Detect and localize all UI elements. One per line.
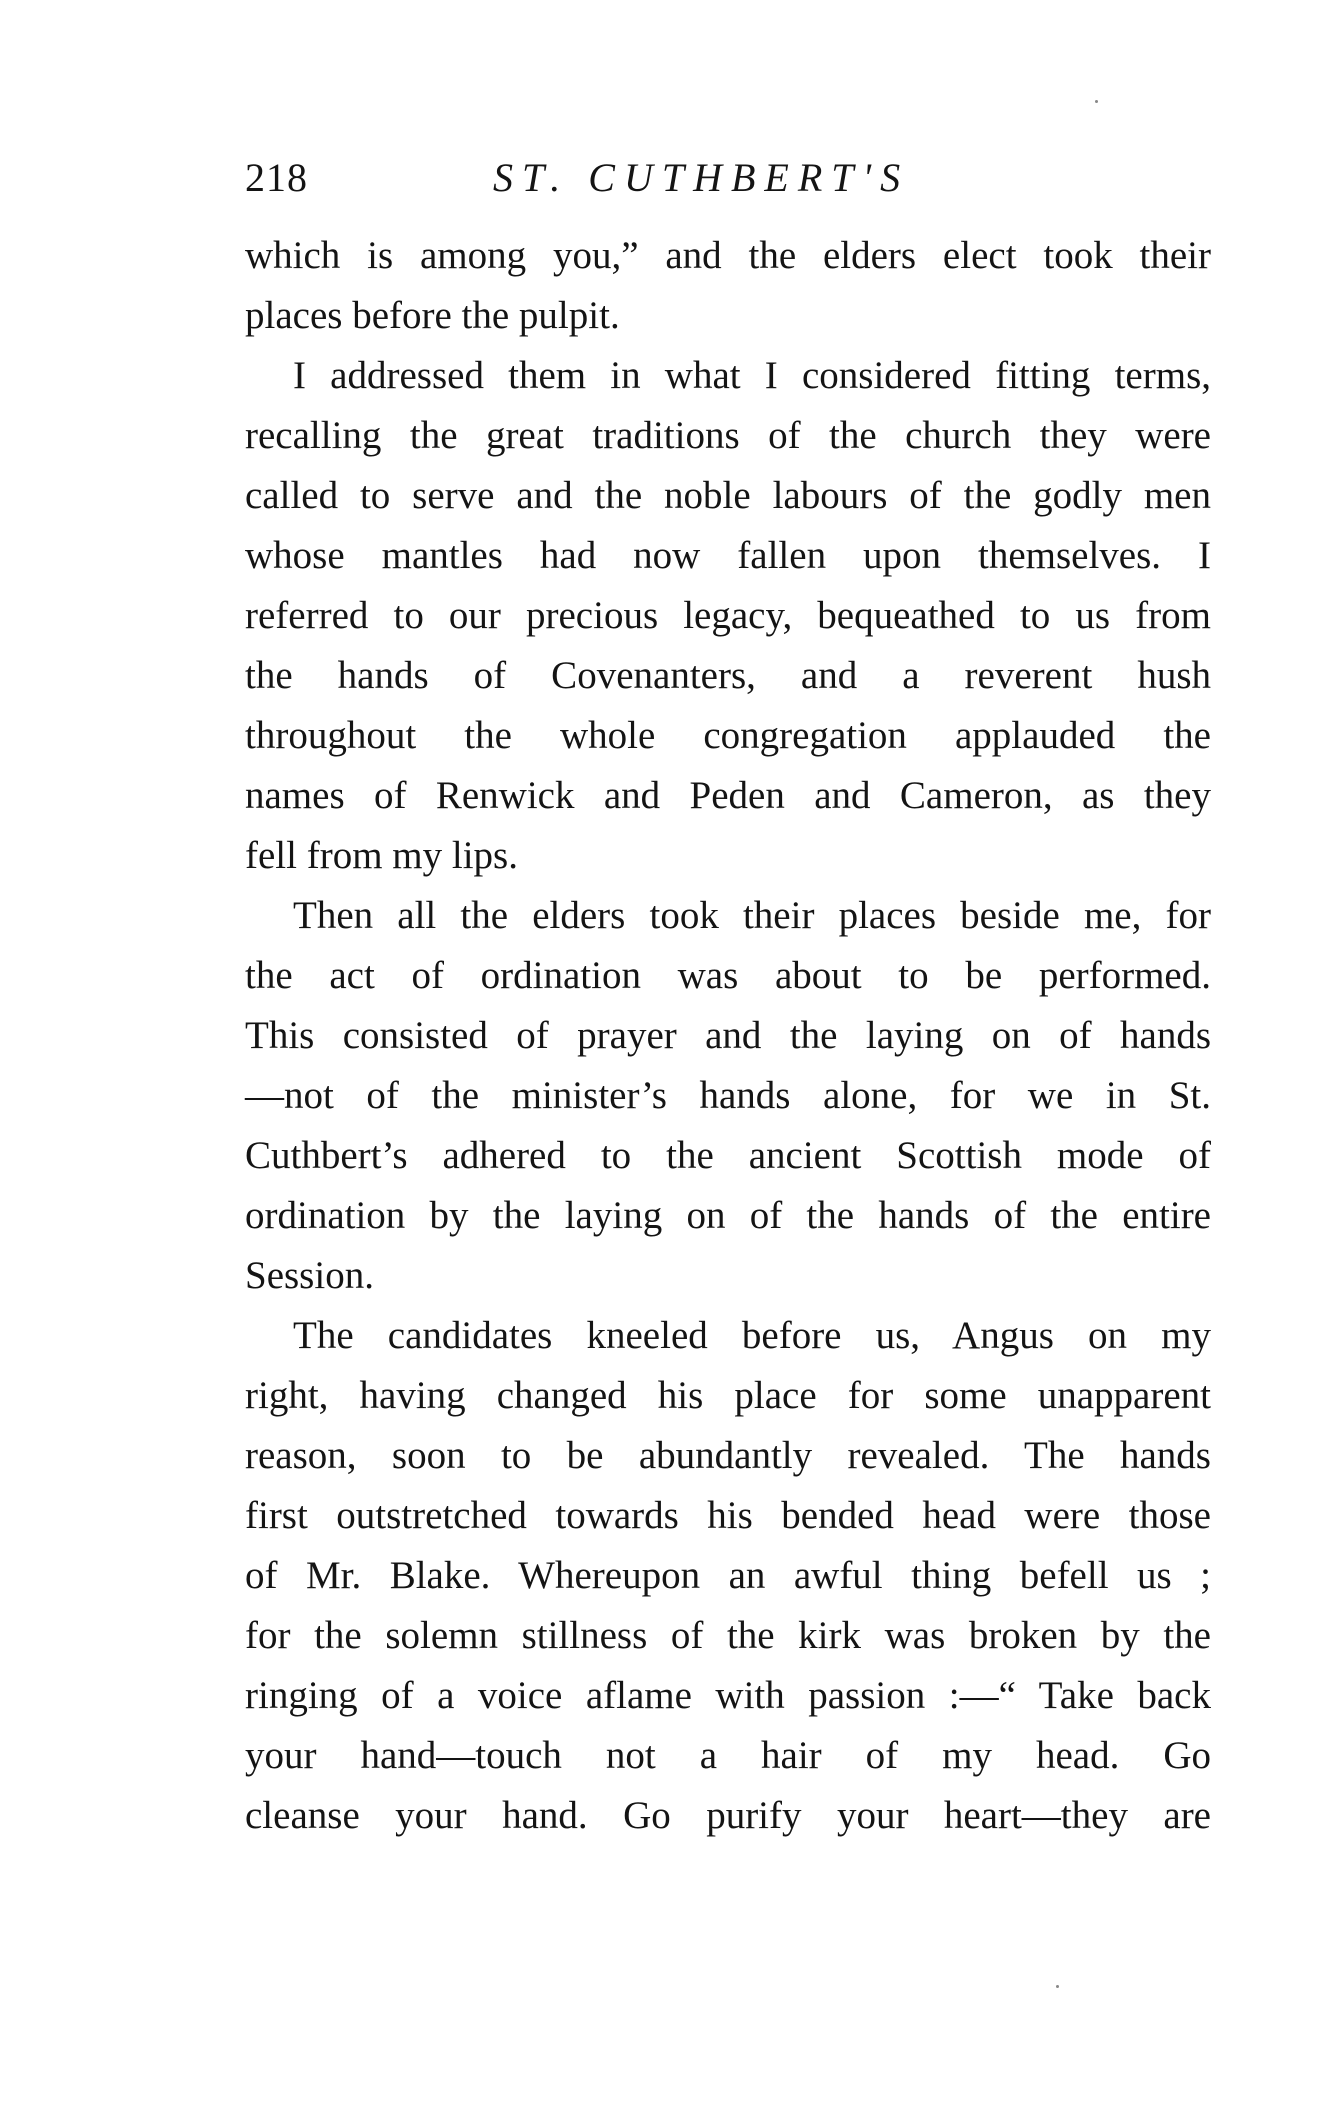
body-text	[245, 226, 1211, 1846]
text-line: ordination by the laying on of the hands of the entire	[245, 1194, 1211, 1237]
text-line: throughout the whole congregation applauded the	[245, 714, 1211, 757]
text-line: whose mantles had now fallen upon themselves. I	[245, 534, 1211, 577]
text-line: I addressed them in what I considered fitting terms,	[293, 354, 1211, 397]
text-line: of Mr. Blake. Whereupon an awful thing befell us ;	[245, 1554, 1211, 1597]
text-line: This consisted of prayer and the laying on of hands	[245, 1014, 1211, 1057]
text-line: your hand—touch not a hair of my head. Go	[245, 1734, 1211, 1777]
text-line: ringing of a voice aflame with passion :—“ Take back	[245, 1674, 1211, 1717]
text-line: Then all the elders took their places beside me, for	[293, 894, 1211, 937]
text-line: fell from my lips.	[245, 834, 518, 877]
running-head	[245, 148, 1211, 208]
text-line: right, having changed his place for some unapparent	[245, 1374, 1211, 1417]
text-line: names of Renwick and Peden and Cameron, as they	[245, 774, 1211, 817]
paragraph-3	[245, 886, 1211, 1306]
text-line: Cuthbert’s adhered to the ancient Scottish mode of	[245, 1134, 1211, 1177]
running-title: ST. CUTHBERT'S	[493, 155, 910, 200]
text-line: first outstretched towards his bended head were those	[245, 1494, 1211, 1537]
text-line: cleanse your hand. Go purify your heart—they are	[245, 1794, 1211, 1837]
text-line: referred to our precious legacy, bequeathed to us from	[245, 594, 1211, 637]
text-line: called to serve and the noble labours of the godly men	[245, 474, 1211, 517]
text-line: reason, soon to be abundantly revealed. The hands	[245, 1434, 1211, 1477]
page-number: 218	[245, 155, 308, 200]
text-line: which is among you,” and the elders elect took their	[245, 234, 1211, 277]
text-line: The candidates kneeled before us, Angus on my	[293, 1314, 1211, 1357]
text-line: —not of the minister’s hands alone, for we in St.	[245, 1074, 1211, 1117]
text-line: the hands of Covenanters, and a reverent hush	[245, 654, 1211, 697]
paper-speck	[1095, 100, 1098, 103]
paper-speck	[1056, 1985, 1059, 1988]
paragraph-1	[245, 226, 1211, 346]
text-line: the act of ordination was about to be performed.	[245, 954, 1211, 997]
paragraph-2	[245, 346, 1211, 886]
text-line: Session.	[245, 1254, 374, 1297]
text-line: places before the pulpit.	[245, 294, 620, 337]
text-line: recalling the great traditions of the church they were	[245, 414, 1211, 457]
paragraph-4	[245, 1306, 1211, 1846]
text-line: for the solemn stillness of the kirk was broken by the	[245, 1614, 1211, 1657]
